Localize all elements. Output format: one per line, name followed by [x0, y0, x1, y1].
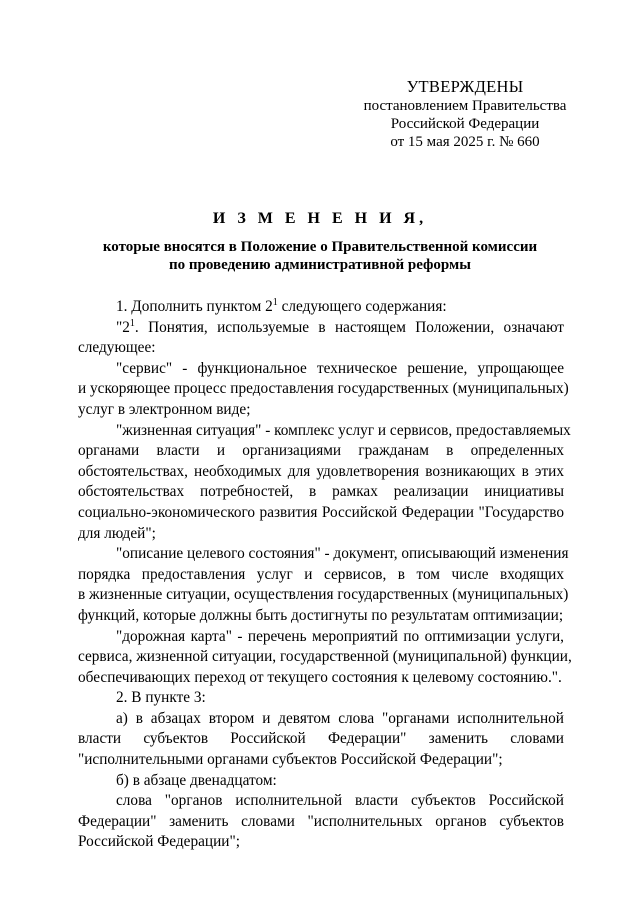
document-body [78, 296, 572, 853]
document-subtitle-line-1: которые вносятся в Положение о Правительственной комиссии [102, 239, 538, 255]
approval-line-date: от 15 мая 2025 г. № 660 [390, 134, 540, 150]
document-subtitle-line-2: по проведению административной реформы [169, 257, 471, 273]
paragraph-line: "исполнительными органами субъектов Российской Федерации"; [78, 751, 503, 769]
paragraph-line: услуг в электронном виде; [78, 400, 251, 418]
paragraph-2 [78, 318, 564, 359]
paragraph-2-line-1 [78, 318, 564, 339]
paragraph-line: Федерации" заменить словами "исполнительных органов субъектов [78, 812, 564, 830]
approval-line-decree: постановлением Правительства [363, 98, 567, 114]
paragraph-10 [78, 791, 564, 853]
paragraph-line: в жизненные ситуации, осуществления государственных (муниципальных) [78, 586, 569, 604]
paragraph-line: власти субъектов Российской Федерации" заменить словами [78, 730, 564, 748]
paragraph-1-text: 1. Дополнить пунктом 2 [116, 298, 273, 315]
paragraph-7: 2. В пункте 3: [116, 689, 206, 707]
paragraph-3 [78, 359, 569, 421]
paragraph-1-text-end: следующего содержания: [277, 298, 447, 315]
document-title: И З М Е Н Е Н И Я, [212, 210, 428, 227]
paragraph-line: сервиса, жизненной ситуации, государственной (муниципальной) функции, [78, 648, 572, 666]
paragraph-2-text: "2 [116, 318, 130, 336]
approval-stamp [340, 78, 590, 151]
paragraph-line: слова "органов исполнительной власти субъектов Российской [116, 792, 564, 810]
paragraph-5 [78, 544, 569, 626]
paragraph-line: обстоятельствах, необходимых для удовлетворения возникающих в этих [78, 462, 564, 480]
paragraph-line: обеспечивающих переход от текущего состояния к целевому состоянию.". [78, 668, 562, 686]
paragraph-6 [78, 627, 572, 689]
paragraph-line: функций, которые должны быть достигнуты по результатам оптимизации; [78, 606, 564, 624]
document-title-block [78, 209, 562, 274]
paragraph-line: и ускоряющее процесс предоставления государственных (муниципальных) [78, 380, 569, 398]
paragraph-line: социально-экономического развития Российской Федерации "Государство [78, 503, 564, 521]
approval-line-government: Российской Федерации [390, 116, 540, 132]
paragraph-1 [78, 297, 564, 318]
paragraph-8 [78, 709, 564, 771]
paragraph-line: "сервис" - функциональное техническое решение, упрощающее [116, 359, 564, 377]
paragraph-2-line-2: следующее: [78, 339, 156, 357]
approval-heading: УТВЕРЖДЕНЫ [406, 77, 524, 96]
paragraph-line: "жизненная ситуация" - комплекс услуг и сервисов, предоставляемых [116, 421, 571, 439]
superscript-1: 1 [272, 296, 278, 308]
paragraph-4 [78, 421, 571, 545]
paragraph-line: "дорожная карта" - перечень мероприятий по оптимизации услуги, [116, 627, 564, 645]
paragraph-line: Российской Федерации"; [78, 833, 240, 851]
paragraph-2-text-rest: . Понятия, используемые в настоящем Положении, означают [134, 318, 564, 336]
paragraph-line: а) в абзацах втором и девятом слова "органами исполнительной [116, 709, 564, 727]
paragraph-9: б) в абзаце двенадцатом: [116, 771, 277, 789]
paragraph-line: "описание целевого состояния" - документ, описывающий изменения [116, 545, 569, 563]
paragraph-line: обстоятельствах потребностей, в рамках реализации инициативы [78, 483, 564, 501]
paragraph-line: для людей"; [78, 524, 156, 542]
paragraph-line: порядка предоставления услуг и сервисов, в том числе входящих [78, 565, 564, 583]
paragraph-line: органами власти и организациями гражданам в определенных [78, 442, 564, 460]
superscript-2: 1 [129, 317, 135, 329]
